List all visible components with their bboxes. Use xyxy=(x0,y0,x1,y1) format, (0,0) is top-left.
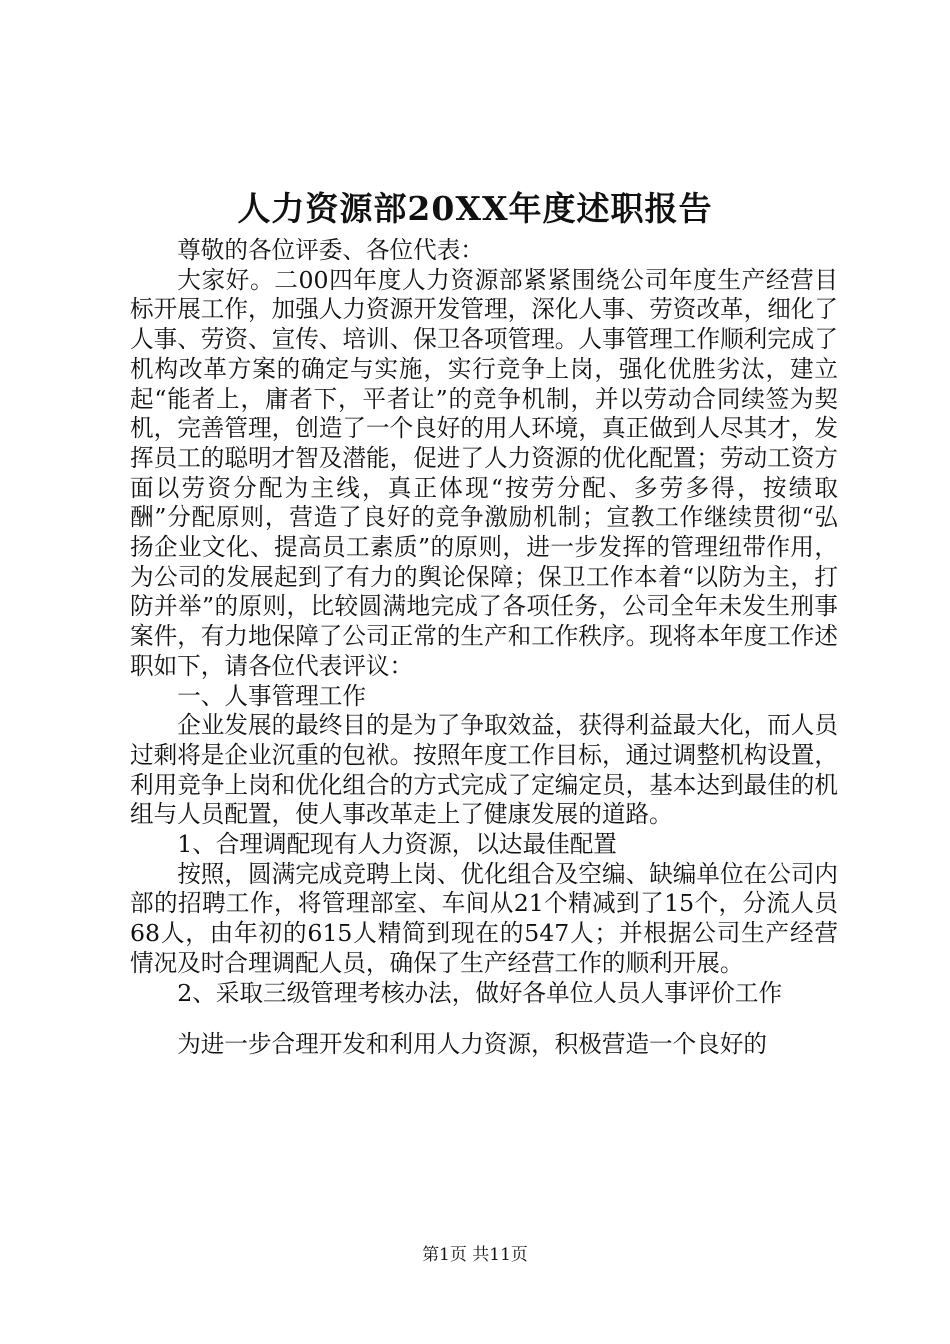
page-footer: 第1页 共11页 xyxy=(422,1245,528,1265)
body-paragraph: 企业发展的最终目的是为了争取效益，获得利益最大化，而人员过剩将是企业沉重的包袱。按照年度工作目标，通过调整机构设置，利用竞争上岗和优化组合的方式完成了定编定员，基本达到最佳的机组与人员配置，使人事改革走上了健康发展的道路。 xyxy=(130,711,838,829)
subsection-heading: 1、合理调配现有人力资源，以达最佳配置 xyxy=(177,830,617,859)
salutation-paragraph: 尊敬的各位评委、各位代表： xyxy=(177,236,484,264)
intro-paragraph: 大家好。二00四年度人力资源部紧紧围绕公司年度生产经营目标开展工作，加强人力资源开发管理，深化人事、劳资改革，细化了人事、劳资、宣传、培训、保卫各项管理。人事管理工作顺利完成了机构改革方案的确定与实施，实行竞争上岗，强化优胜劣汰，建立起“能者上，庸者下，平者让”的竞争机制，并以劳动合同续签为契机，完善管理，创造了一个良好的用人环境，真正做到人尽其才，发挥员工的聪明才智及潜能，促进了人力资源的优化配置；劳动工资方面以劳资分配为主线，真正体现“按劳分配、多劳多得，按绩取酬”分配原则，营造了良好的竞争激励机制；宣教工作继续贯彻“弘扬企业文化、提高员工素质”的原则，进一步发挥的管理纽带作用，为公司的发展起到了有力的舆论保障；保卫工作本着“以防为主，打防并举”的原则，比较圆满地完成了各项任务，公司全年未发生刑事案件，有力地保障了公司正常的生产和工作秩序。现将本年度工作述职如下，请各位代表评议： xyxy=(130,265,838,680)
subsection-heading: 2、采取三级管理考核办法，做好各单位人员人事评价工作 xyxy=(177,978,783,1007)
document-body xyxy=(130,236,838,1060)
section-heading: 一、人事管理工作 xyxy=(177,681,366,710)
body-paragraph: 为进一步合理开发和利用人力资源，积极营造一个良好的 xyxy=(177,1030,768,1059)
body-paragraph: 按照，圆满完成竞聘上岗、优化组合及空编、缺编单位在公司内部的招聘工作，将管理部室、车间从21个精减到了15个，分流人员68人，由年初的615人精简到现在的547人；并根据公司生产经营情况及时合理调配人员，确保了生产经营工作的顺利开展。 xyxy=(130,859,838,977)
document-title: 人力资源部20XX年度述职报告 xyxy=(237,189,713,228)
